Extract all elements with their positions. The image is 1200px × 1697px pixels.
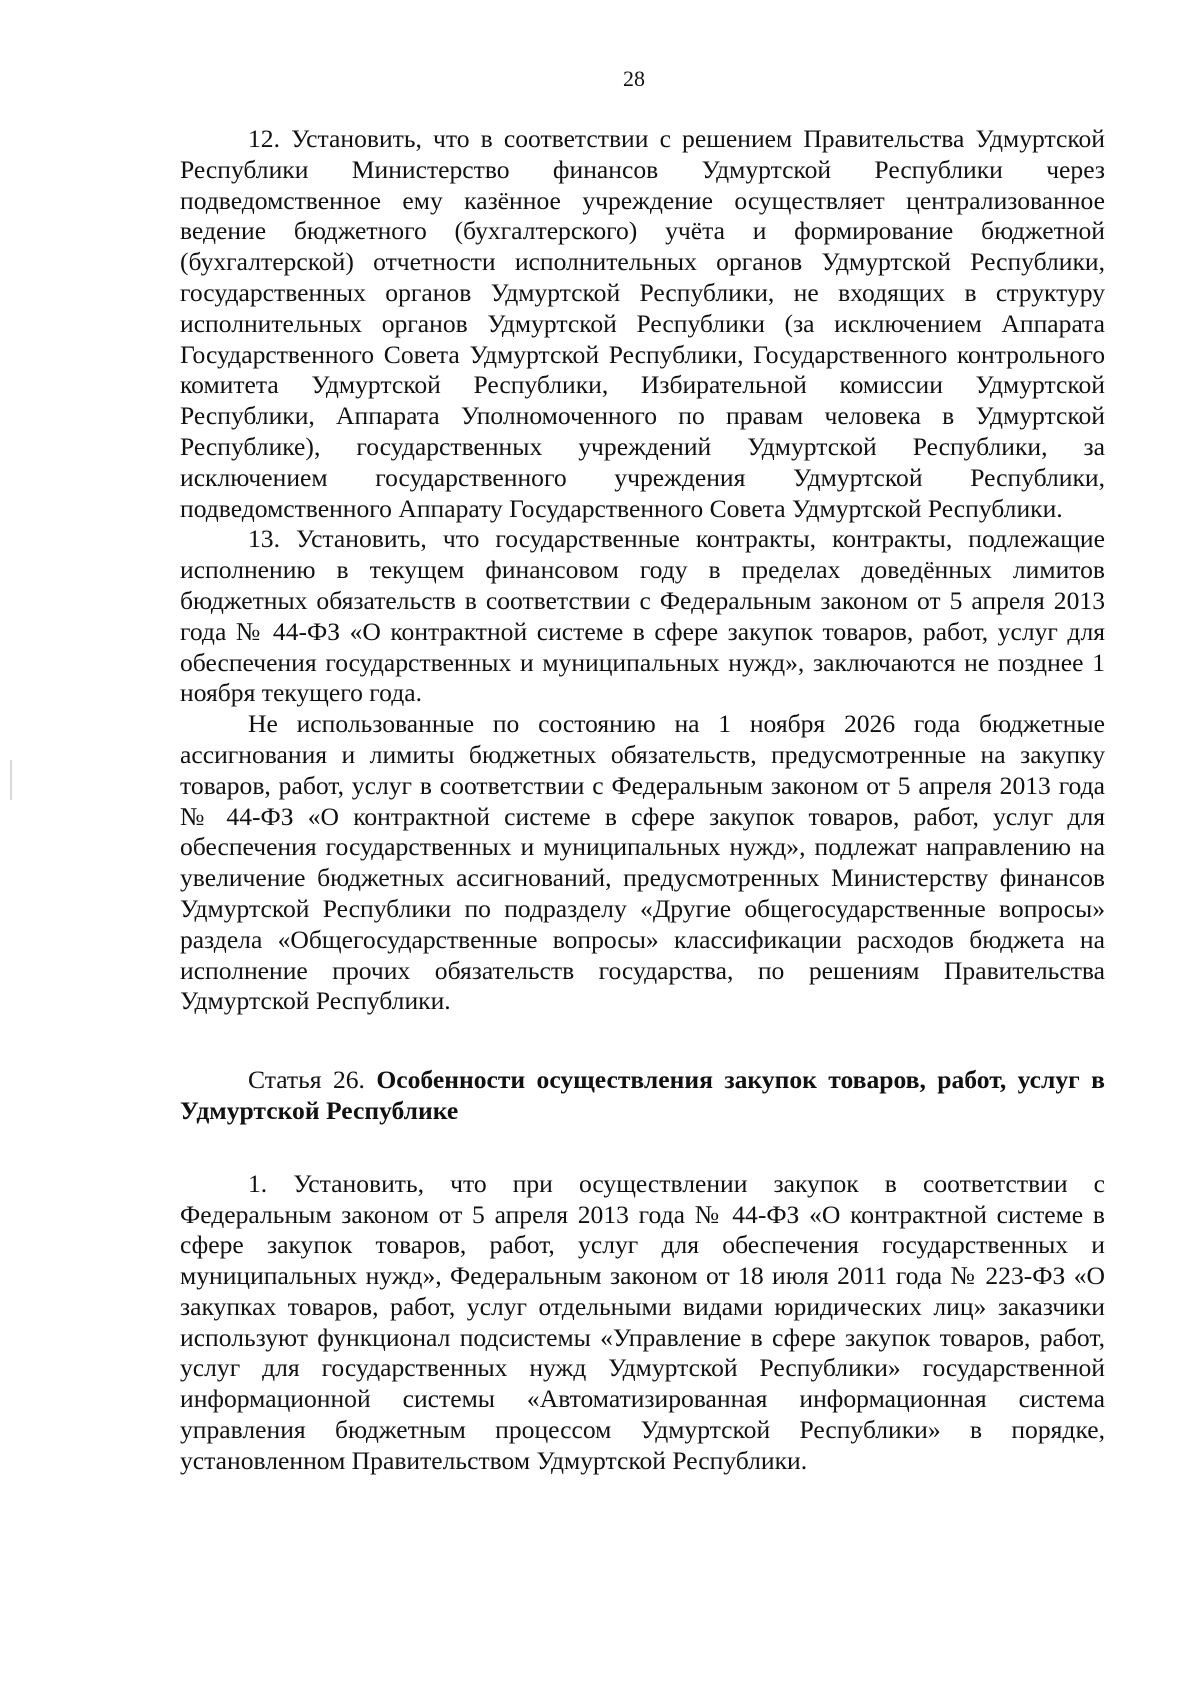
paragraph-13: 13. Установить, что государственные контракты, контракты, подлежащие исполнению в текущем финансовом году в пределах доведённых лимитов бюджетных обязательств в соответствии с Федеральным законом от 5 апреля 2013 года № 44-ФЗ «О контрактной системе в сфере закупок товаров, работ, услуг для обеспечения государственных и муниципальных нужд», заключаются не позднее 1 ноября текущего года.	[180, 524, 1105, 708]
article-label: Статья 26.	[248, 1065, 365, 1095]
document-body	[180, 124, 1105, 1477]
scan-artifact	[10, 760, 12, 800]
paragraph-12: 12. Установить, что в соответствии с решением Правительства Удмуртской Республики Министерство финансов Удмуртской Республики через подведомственное ему казённое учреждение осуществляет централизованное ведение бюджетного (бухгалтерского) учёта и формирование бюджетной (бухгалтерской) отчетности исполнительных органов Удмуртской Республики, государственных органов Удмуртской Республики, не входящих в структуру исполнительных органов Удмуртской Республики (за исключением Аппарата Государственного Совета Удмуртской Республики, Государственного контрольного комитета Удмуртской Республики, Избирательной комиссии Удмуртской Республики, Аппарата Уполномоченного по правам человека в Удмуртской Республике), государственных учреждений Удмуртской Республики, за исключением государственного учреждения Удмуртской Республики, подведомственного Аппарату Государственного Совета Удмуртской Республики.	[180, 124, 1105, 523]
article-26-paragraph-1: 1. Установить, что при осуществлении закупок в соответствии с Федеральным законом от 5 апреля 2013 года № 44-ФЗ «О контрактной системе в сфере закупок товаров, работ, услуг для обеспечения государственных и муниципальных нужд», Федеральным законом от 18 июля 2011 года № 223-ФЗ «О закупках товаров, работ, услуг отдельными видами юридических лиц» заказчики используют функционал подсистемы «Управление в сфере закупок товаров, работ, услуг для государственных нужд Удмуртской Республики» государственной информационной системы «Автоматизированная информационная система управления бюджетным процессом Удмуртской Республики» в порядке, установленном Правительством Удмуртской Республики.	[180, 1168, 1105, 1475]
page-number: 28	[623, 66, 645, 91]
paragraph-13-continuation: Не использованные по состоянию на 1 ноября 2026 года бюджетные ассигнования и лимиты бюджетных обязательств, предусмотренные на закупку товаров, работ, услуг в соответствии с Федеральным законом от 5 апреля 2013 года № 44-ФЗ «О контрактной системе в сфере закупок товаров, работ, услуг для обеспечения государственных и муниципальных нужд», подлежат направлению на увеличение бюджетных ассигнований, предусмотренных Министерству финансов Удмуртской Республики по подразделу «Другие общегосударственные вопросы» раздела «Общегосударственные вопросы» классификации расходов бюджета на исполнение прочих обязательств государства, по решениям Правительства Удмуртской Республики.	[180, 709, 1105, 1016]
article-title: Особенности осуществления закупок товаров, работ, услуг в Удмуртской Республике	[180, 1065, 1105, 1125]
article-heading	[180, 1065, 1105, 1127]
